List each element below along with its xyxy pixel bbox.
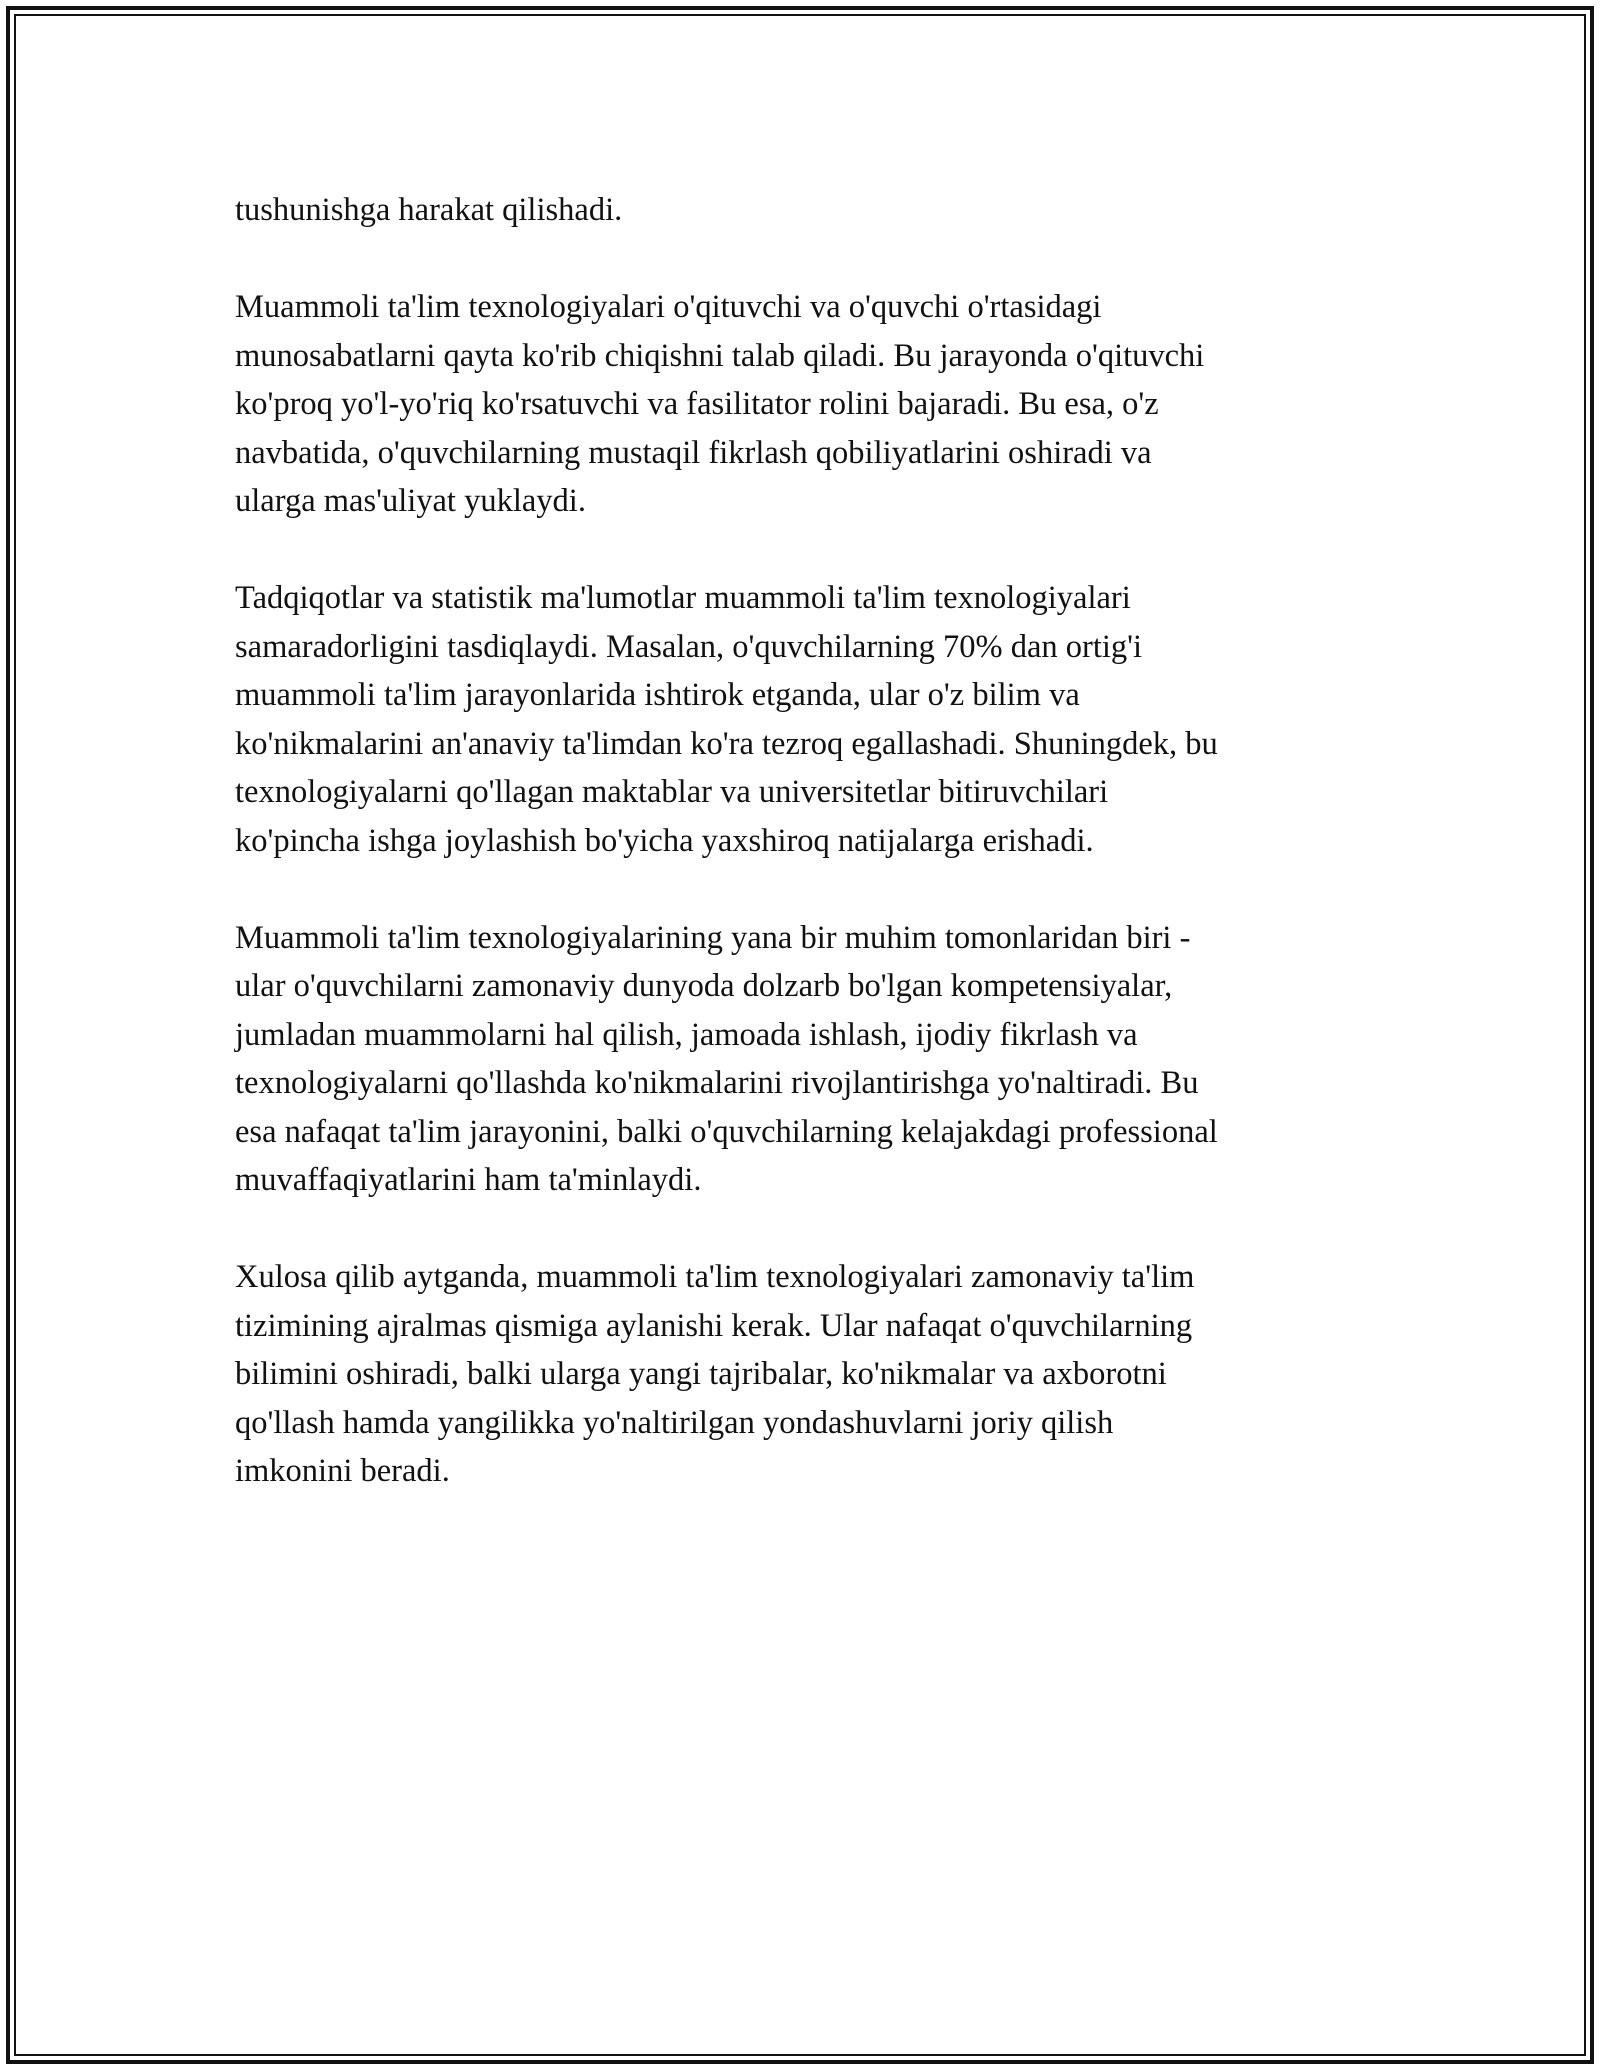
- paragraph-3: Tadqiqotlar va statistik ma'lumotlar muammoli ta'lim texnologiyalari samaradorligini tasdiqlaydi. Masalan, o'quvchilarning 70% dan ortig'i muammoli ta'lim jarayonlarida ishtirok etganda, ular o'z bilim va ko'nikmalarini an'anaviy ta'limdan ko'ra tezroq egallashadi. Shuningdek, bu texnologiyalarni qo'llagan maktablar va universitetlar bitiruvchilari ko'pincha ishga joylashish bo'yicha yaxshiroq natijalarga erishadi.: [235, 580, 1218, 859]
- paragraph-2: Muammoli ta'lim texnologiyalari o'qituvchi va o'quvchi o'rtasidagi munosabatlarni qayta ko'rib chiqishni talab qiladi. Bu jarayonda o'qituvchi ko'proq yo'l-yo'riq ko'rsatuvchi va fasilitator rolini bajaradi. Bu esa, o'z navbatida, o'quvchilarning mustaqil fikrlash qobiliyatlarini oshiradi va ularga mas'uliyat yuklaydi.: [235, 289, 1205, 519]
- paragraph-5: Xulosa qilib aytganda, muammoli ta'lim texnologiyalari zamonaviy ta'lim tizimining ajralmas qismiga aylanishi kerak. Ular nafaqat o'quvchilarning bilimini oshiradi, balki ularga yangi tajribalar, ko'nikmalar va axborotni qo'llash hamda yangilikka yo'naltirilgan yondashuvlarni joriy qilish imkonini beradi.: [235, 1259, 1195, 1489]
- paragraph-4: Muammoli ta'lim texnologiyalarining yana bir muhim tomonlaridan biri - ular o'quvchilarni zamonaviy dunyoda dolzarb bo'lgan kompetensiyalar, jumladan muammolarni hal qilish, jamoada ishlash, ijodiy fikrlash va texnologiyalarni qo'llashda ko'nikmalarini rivojlantirishga yo'naltiradi. Bu esa nafaqat ta'lim jarayonini, balki o'quvchilarning kelajakdagi professional muvaffaqiyatlarini ham ta'minlaydi.: [235, 919, 1218, 1198]
- paragraph-1: tushunishga harakat qilishadi.: [235, 192, 623, 228]
- document-body: [235, 186, 1365, 1544]
